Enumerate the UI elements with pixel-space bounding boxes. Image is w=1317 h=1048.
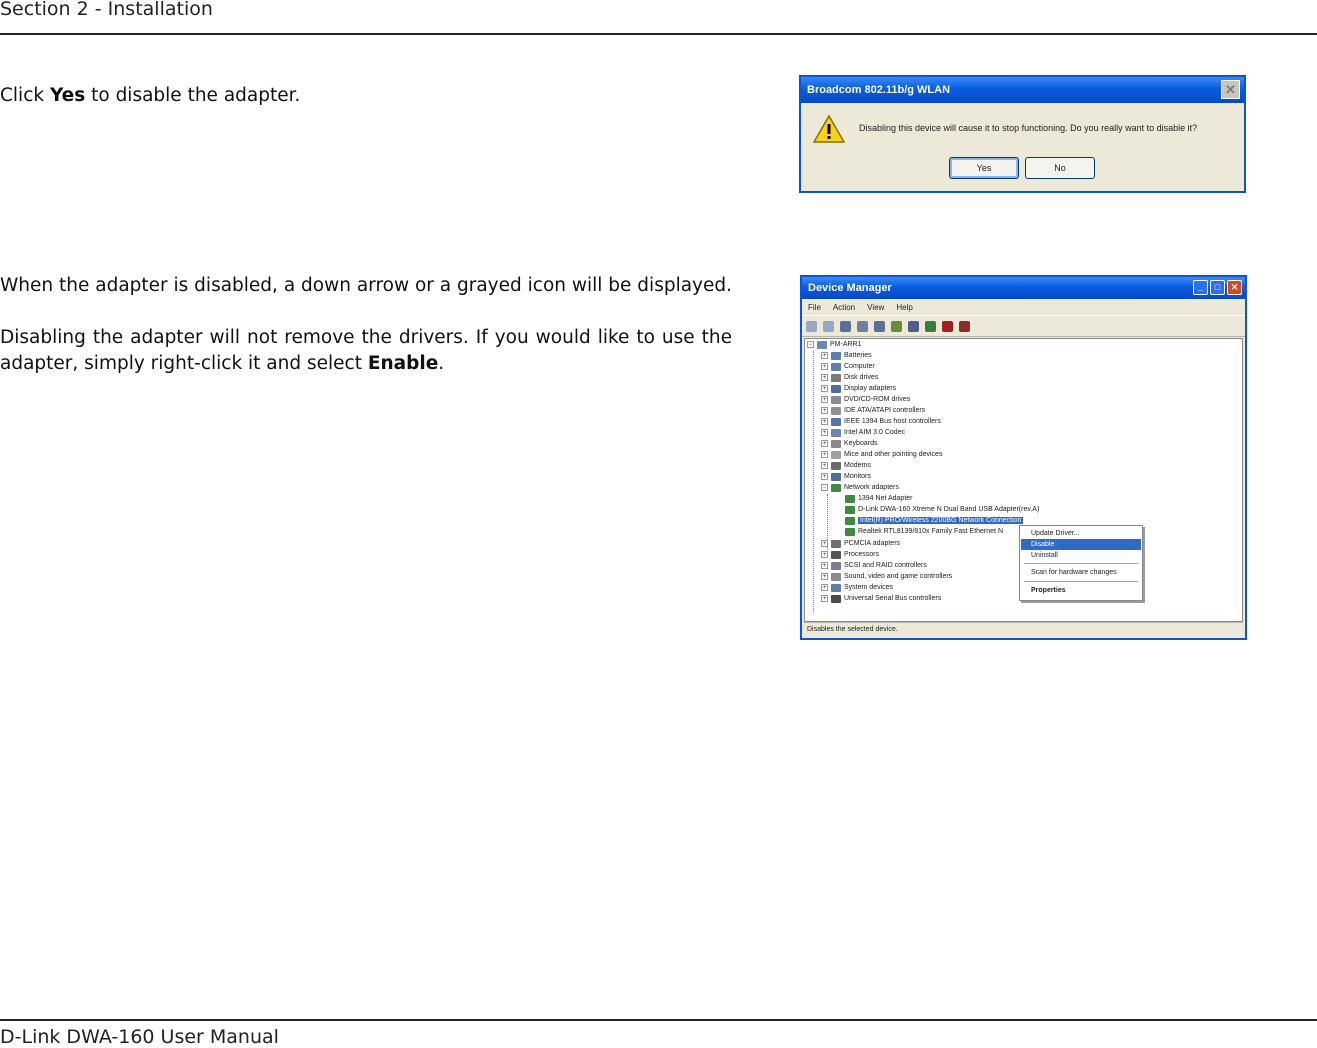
category-label: Mice and other pointing devices bbox=[844, 451, 943, 458]
tree-category[interactable]: + Modems bbox=[822, 462, 871, 469]
confirm-dialog bbox=[799, 75, 1246, 193]
back-icon[interactable] bbox=[806, 321, 817, 332]
context-scan-hardware[interactable]: Scan for hardware changes bbox=[1031, 569, 1117, 576]
category-label: IDE ATA/ATAPI controllers bbox=[844, 407, 926, 414]
network-card-icon bbox=[845, 528, 855, 536]
dm-menubar bbox=[802, 299, 1245, 315]
ide-icon bbox=[831, 407, 841, 415]
dialog-close-button[interactable]: ✕ bbox=[1221, 80, 1240, 99]
yes-button[interactable]: Yes bbox=[949, 157, 1019, 179]
step3-bold: Enable bbox=[367, 353, 439, 374]
category-label: Sound, video and game controllers bbox=[844, 573, 953, 580]
warning-icon bbox=[813, 114, 845, 144]
scan-icon[interactable] bbox=[908, 321, 919, 332]
tree-category[interactable]: + Sound, video and game controllers bbox=[822, 573, 953, 580]
dialog-titlebar bbox=[801, 77, 1244, 103]
context-disable[interactable]: Disable bbox=[1021, 539, 1141, 550]
step1-post: to disable the adapter. bbox=[85, 85, 301, 106]
step1-bold: Yes bbox=[49, 85, 86, 106]
tree-category[interactable]: + Batteries bbox=[822, 352, 872, 359]
step3-pre: Disabling the adapter will not remove the drivers. If you would like to use the adapter, simply right-click it and select bbox=[0, 327, 732, 374]
adapter-label: D-Link DWA-160 Xtreme N Dual Band USB Adapter(rev.A) bbox=[858, 506, 1040, 513]
battery-icon bbox=[831, 352, 841, 360]
ieee1394-icon bbox=[831, 418, 841, 426]
tree-category[interactable]: + System devices bbox=[822, 584, 894, 591]
menu-help[interactable]: Help bbox=[896, 302, 913, 312]
category-label: Computer bbox=[844, 363, 875, 370]
tree-category[interactable]: + Monitors bbox=[822, 473, 871, 480]
close-button[interactable]: ✕ bbox=[1227, 280, 1242, 295]
category-label: Intel AIM 3.0 Codec bbox=[844, 429, 906, 436]
category-label: Disk drives bbox=[844, 374, 879, 381]
dm-title: Device Manager bbox=[808, 282, 892, 294]
disk-icon bbox=[831, 374, 841, 382]
view-icon[interactable] bbox=[840, 321, 851, 332]
network-adapter-item-selected[interactable] bbox=[845, 515, 1023, 526]
instruction-step2: When the adapter is disabled, a down arrow or a grayed icon will be displayed. bbox=[0, 275, 733, 296]
category-label: PCMCIA adapters bbox=[844, 540, 901, 547]
context-separator bbox=[1024, 581, 1138, 582]
tree-category[interactable]: + Intel AIM 3.0 Codec bbox=[822, 429, 906, 436]
tree-root[interactable]: − PM-ARR1 bbox=[808, 341, 862, 348]
section-title: Section 2 - Installation bbox=[0, 0, 213, 20]
tree-category[interactable]: − Network adapters bbox=[822, 484, 899, 491]
adapter-label: Realtek RTL8139/810x Family Fast Ethernet N bbox=[858, 528, 1003, 535]
footer-rule bbox=[0, 1019, 1317, 1021]
header-rule bbox=[0, 33, 1317, 35]
dvd-icon bbox=[831, 396, 841, 404]
network-card-icon bbox=[845, 506, 855, 514]
monitor-icon bbox=[831, 473, 841, 481]
dialog-message: Disabling this device will cause it to stop functioning. Do you really want to disable it? bbox=[859, 123, 1198, 133]
category-label: Keyboards bbox=[844, 440, 878, 447]
no-button[interactable]: No bbox=[1025, 157, 1095, 179]
tree-category[interactable]: + IDE ATA/ATAPI controllers bbox=[822, 407, 926, 414]
context-separator bbox=[1024, 563, 1138, 564]
dm-toolbar bbox=[802, 315, 1245, 337]
footer-title: D-Link DWA-160 User Manual bbox=[0, 1026, 279, 1048]
mouse-icon bbox=[831, 451, 841, 459]
maximize-button[interactable]: □ bbox=[1210, 280, 1225, 295]
device-manager-window bbox=[800, 275, 1247, 640]
instruction-step3 bbox=[0, 325, 732, 377]
step1-pre: Click bbox=[0, 85, 50, 106]
tree-category[interactable]: + Disk drives bbox=[822, 374, 879, 381]
computer-icon bbox=[831, 363, 841, 371]
tree-category[interactable]: + Computer bbox=[822, 363, 875, 370]
dialog-title: Broadcom 802.11b/g WLAN bbox=[807, 84, 951, 96]
network-adapter-item[interactable] bbox=[845, 493, 913, 504]
category-label: System devices bbox=[844, 584, 894, 591]
tree-category[interactable]: + PCMCIA adapters bbox=[822, 540, 901, 547]
menu-file[interactable]: File bbox=[808, 302, 821, 312]
processor-icon bbox=[831, 551, 841, 559]
network-icon bbox=[831, 484, 841, 492]
tree-root-label: PM-ARR1 bbox=[830, 341, 862, 348]
menu-action[interactable]: Action bbox=[832, 302, 856, 312]
category-label: Processors bbox=[844, 551, 880, 558]
sound-icon bbox=[831, 573, 841, 581]
codec-icon bbox=[831, 429, 841, 437]
dm-titlebar bbox=[802, 277, 1245, 299]
category-label: Network adapters bbox=[844, 484, 899, 491]
usb-icon bbox=[831, 595, 841, 603]
context-uninstall[interactable]: Uninstall bbox=[1031, 552, 1058, 559]
keyboard-icon bbox=[831, 440, 841, 448]
help-icon[interactable] bbox=[891, 321, 902, 332]
category-label: IEEE 1394 Bus host controllers bbox=[844, 418, 941, 425]
instruction-step1 bbox=[0, 83, 300, 109]
category-label: DVD/CD-ROM drives bbox=[844, 396, 911, 403]
tree-category[interactable]: + SCSI and RAID controllers bbox=[822, 562, 927, 569]
network-adapter-item[interactable] bbox=[845, 526, 1003, 537]
context-menu bbox=[1019, 525, 1143, 601]
tree-category[interactable]: + DVD/CD-ROM drives bbox=[822, 396, 911, 403]
uninstall-icon[interactable] bbox=[942, 321, 953, 332]
menu-view[interactable]: View bbox=[867, 302, 885, 312]
network-card-icon bbox=[845, 517, 855, 525]
category-label: Display adapters bbox=[844, 385, 897, 392]
category-label: Modems bbox=[844, 462, 871, 469]
category-label: Universal Serial Bus controllers bbox=[844, 595, 942, 602]
category-label: SCSI and RAID controllers bbox=[844, 562, 927, 569]
update-icon[interactable] bbox=[925, 321, 936, 332]
tree-category[interactable]: + IEEE 1394 Bus host controllers bbox=[822, 418, 941, 425]
forward-icon[interactable] bbox=[823, 321, 834, 332]
system-icon bbox=[831, 584, 841, 592]
tree-category[interactable]: + Mice and other pointing devices bbox=[822, 451, 943, 458]
category-label: Batteries bbox=[844, 352, 872, 359]
pcmcia-icon bbox=[831, 540, 841, 548]
computer-icon bbox=[817, 341, 827, 349]
adapter-label: Intel(R) PRO/Wireless 2200BG Network Connection bbox=[860, 517, 1022, 524]
category-label: Monitors bbox=[844, 473, 871, 480]
network-adapter-item[interactable] bbox=[845, 504, 1039, 515]
minimize-button[interactable]: _ bbox=[1193, 280, 1208, 295]
adapter-label: 1394 Net Adapter bbox=[858, 495, 913, 502]
tree-category[interactable]: + Display adapters bbox=[822, 385, 897, 392]
modem-icon bbox=[831, 462, 841, 470]
disable-icon[interactable] bbox=[959, 321, 970, 332]
properties-icon[interactable] bbox=[857, 321, 868, 332]
context-update-driver[interactable]: Update Driver... bbox=[1031, 530, 1080, 537]
tree-category[interactable]: + Keyboards bbox=[822, 440, 878, 447]
network-card-icon bbox=[845, 495, 855, 503]
scsi-icon bbox=[831, 562, 841, 570]
status-bar: Disables the selected device. bbox=[804, 622, 1243, 636]
display-icon bbox=[831, 385, 841, 393]
tree-category[interactable]: + Processors bbox=[822, 551, 880, 558]
context-properties[interactable]: Properties bbox=[1031, 587, 1066, 594]
print-icon[interactable] bbox=[874, 321, 885, 332]
step3-post: . bbox=[438, 353, 445, 374]
tree-category[interactable]: + Universal Serial Bus controllers bbox=[822, 595, 942, 602]
